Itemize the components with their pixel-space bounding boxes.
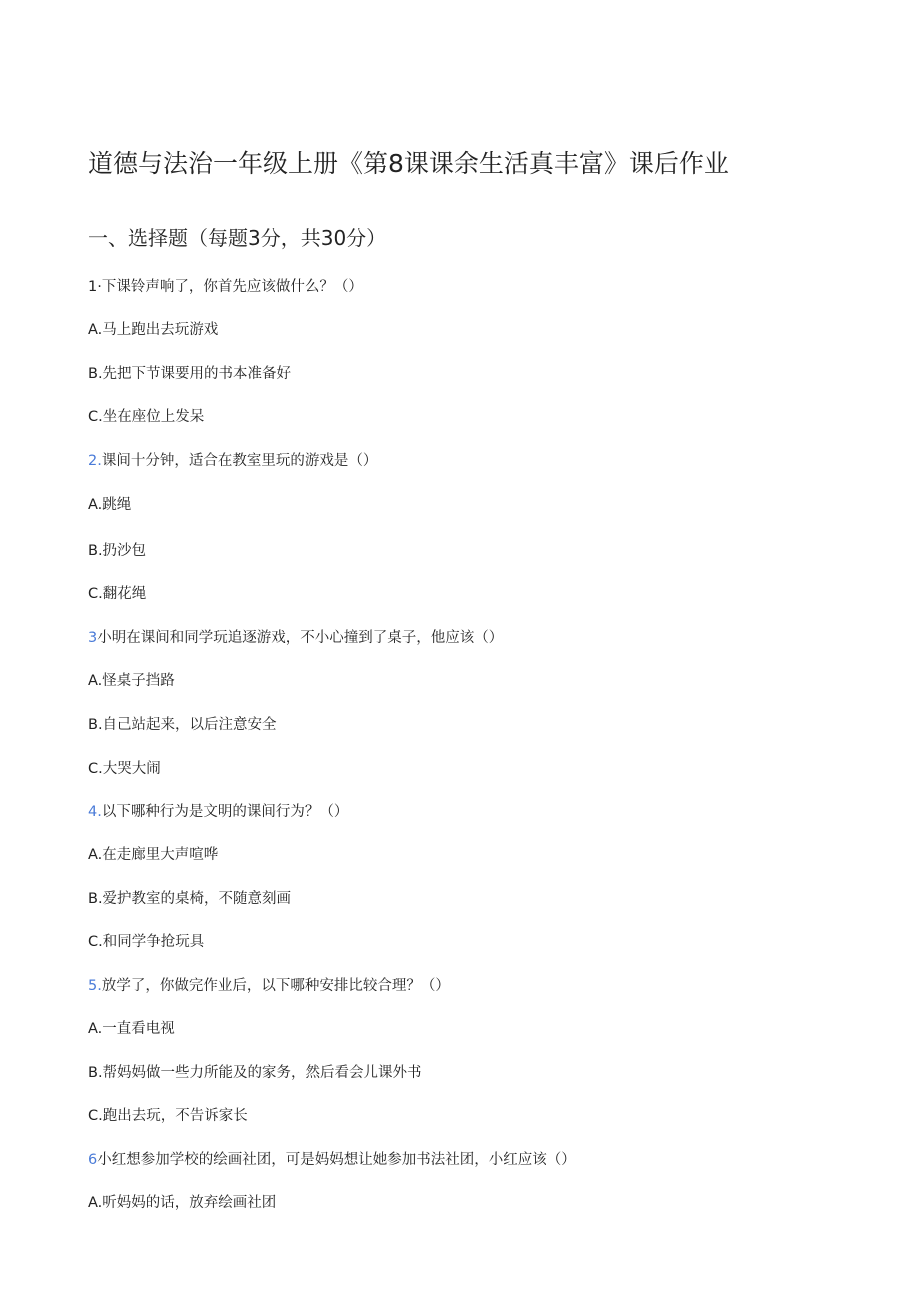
question-text: 小红想参加学校的绘画社团，可是妈妈想让她参加书法社团，小红应该（） xyxy=(97,1152,576,1168)
section-heading: 一、选择题（每题3分，共30分） xyxy=(88,226,387,250)
question-number: 4. xyxy=(88,804,102,820)
option-text: B.自己站起来，以后注意安全 xyxy=(88,717,277,733)
question-text: 下课铃声响了，你首先应该做什么？（） xyxy=(101,279,363,295)
option-text: C.跑出去玩，不告诉家长 xyxy=(88,1108,248,1124)
question-text: 以下哪种行为是文明的课间行为？（） xyxy=(101,804,349,820)
question-6 xyxy=(88,1150,576,1170)
option-text: C.大哭大闹 xyxy=(88,761,161,777)
page-title: 道德与法治一年级上册《第8课课余生活真丰富》课后作业 xyxy=(88,149,729,178)
question-2 xyxy=(88,451,377,471)
option-text: A.怪桌子挡路 xyxy=(88,673,175,689)
question-1 xyxy=(88,277,363,297)
question-number: 6 xyxy=(88,1152,98,1168)
option-text: A.马上跑出去玩游戏 xyxy=(88,322,219,338)
question-number: 3 xyxy=(88,630,98,646)
option-text: B.帮妈妈做一些力所能及的家务，然后看会儿课外书 xyxy=(88,1065,422,1081)
option-text: A.一直看电视 xyxy=(88,1021,175,1037)
question-text: 小明在课间和同学玩追逐游戏，不小心撞到了桌子，他应该（） xyxy=(97,630,504,646)
question-number: 1· xyxy=(88,279,102,295)
question-text: 课间十分钟，适合在教室里玩的游戏是（） xyxy=(101,453,378,469)
option-text: A.跳绳 xyxy=(88,497,132,513)
question-4 xyxy=(88,802,348,822)
question-number: 5. xyxy=(88,978,102,994)
option-text: B.爱护教室的桌椅，不随意刻画 xyxy=(88,891,292,907)
option-text: B.扔沙包 xyxy=(88,543,147,559)
question-text: 放学了，你做完作业后，以下哪种安排比较合理？（） xyxy=(101,978,450,994)
question-3 xyxy=(88,628,503,648)
option-text: A.听妈妈的话，放弃绘画社团 xyxy=(88,1195,277,1211)
option-text: C.翻花绳 xyxy=(88,586,147,602)
question-5 xyxy=(88,976,450,996)
question-number: 2. xyxy=(88,453,102,469)
option-text: C.和同学争抢玩具 xyxy=(88,934,205,950)
option-text: C.坐在座位上发呆 xyxy=(88,409,205,425)
option-text: A.在走廊里大声喧哗 xyxy=(88,847,219,863)
option-text: B.先把下节课要用的书本准备好 xyxy=(88,366,292,382)
